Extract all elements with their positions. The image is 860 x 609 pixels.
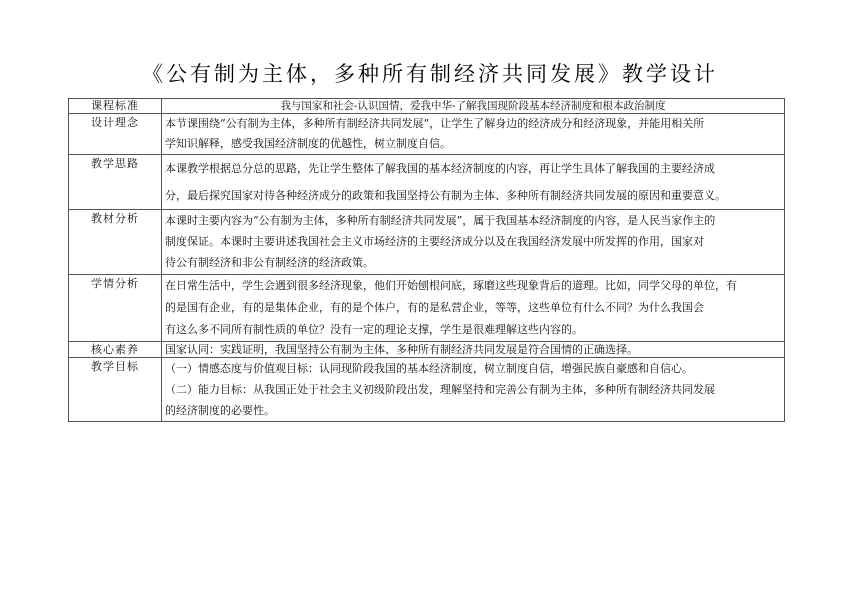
content-line: （二）能力目标：从我国正处于社会主义初级阶段出发，理解坚持和完善公有制为主体，多种所有制经济共同发展 <box>165 383 715 396</box>
teaching-design-table <box>68 98 785 422</box>
content-line: 本课时主要内容为“公有制为主体，多种所有制经济共同发展”，属于我国基本经济制度的内容，是人民当家作主的 <box>165 214 716 227</box>
row-label: 教学思路 <box>69 155 162 210</box>
content-line: 本节课围绕“公有制为主体，多种所有制经济共同发展”，让学生了解身边的经济成分和经济现象，并能用相关所 <box>165 117 705 130</box>
content-line: 我与国家和社会-认识国情，爱我中华-了解我国现阶段基本经济制度和根本政治制度 <box>280 100 666 112</box>
content-line: 的经济制度的必要性。 <box>165 404 275 417</box>
row-core-literacy <box>69 342 785 358</box>
row-label: 核心素养 <box>69 342 162 358</box>
row-student-analysis <box>69 275 785 342</box>
document-title: 《公有制为主体，多种所有制经济共同发展》教学设计 <box>142 62 718 86</box>
content-line: 有这么多不同所有制性质的单位？没有一定的理论支撑，学生是很难理解这些内容的。 <box>165 323 583 336</box>
row-curriculum-standard <box>69 99 785 114</box>
row-content <box>162 358 785 422</box>
row-content <box>162 342 785 358</box>
row-label: 课程标准 <box>69 99 162 114</box>
row-content <box>162 99 785 114</box>
content-line: 在日常生活中，学生会遇到很多经济现象，他们开始刨根问底，琢磨这些现象背后的道理。比如，同学父母的单位，有 <box>165 279 737 292</box>
row-label: 教学目标 <box>69 358 162 422</box>
content-line: 分，最后探究国家对待各种经济成分的政策和我国坚持公有制为主体、多种所有制经济共同发展的原因和重要意义。 <box>165 189 726 202</box>
row-content <box>162 114 785 155</box>
content-line: 制度保证。本课时主要讲述我国社会主义市场经济的主要经济成分以及在我国经济发展中所发挥的作用，国家对 <box>165 235 704 248</box>
row-label: 学情分析 <box>69 275 162 342</box>
row-label: 设计理念 <box>69 114 162 155</box>
content-line: 本课教学根据总分总的思路，先让学生整体了解我国的基本经济制度的内容，再让学生具体了解我国的主要经济成 <box>165 162 715 175</box>
row-content <box>162 155 785 210</box>
content-line: 待公有制经济和非公有制经济的经济政策。 <box>165 256 374 269</box>
content-line: 学知识解释，感受我国经济制度的优越性，树立制度自信。 <box>165 137 451 150</box>
row-content <box>162 275 785 342</box>
row-teaching-goals <box>69 358 785 422</box>
content-line: 的是国有企业，有的是集体企业，有的是个体户，有的是私营企业，等等，这些单位有什么不同？为什么我国会 <box>165 301 704 314</box>
row-content <box>162 210 785 275</box>
content-line: （一）情感态度与价值观目标：认同现阶段我国的基本经济制度，树立制度自信，增强民族自豪感和自信心。 <box>165 362 693 375</box>
row-teaching-approach <box>69 155 785 210</box>
row-textbook-analysis <box>69 210 785 275</box>
row-design-concept <box>69 114 785 155</box>
content-line: 国家认同：实践证明，我国坚持公有制为主体、多种所有制经济共同发展是符合国情的正确选择。 <box>165 343 638 356</box>
row-label: 教材分析 <box>69 210 162 275</box>
